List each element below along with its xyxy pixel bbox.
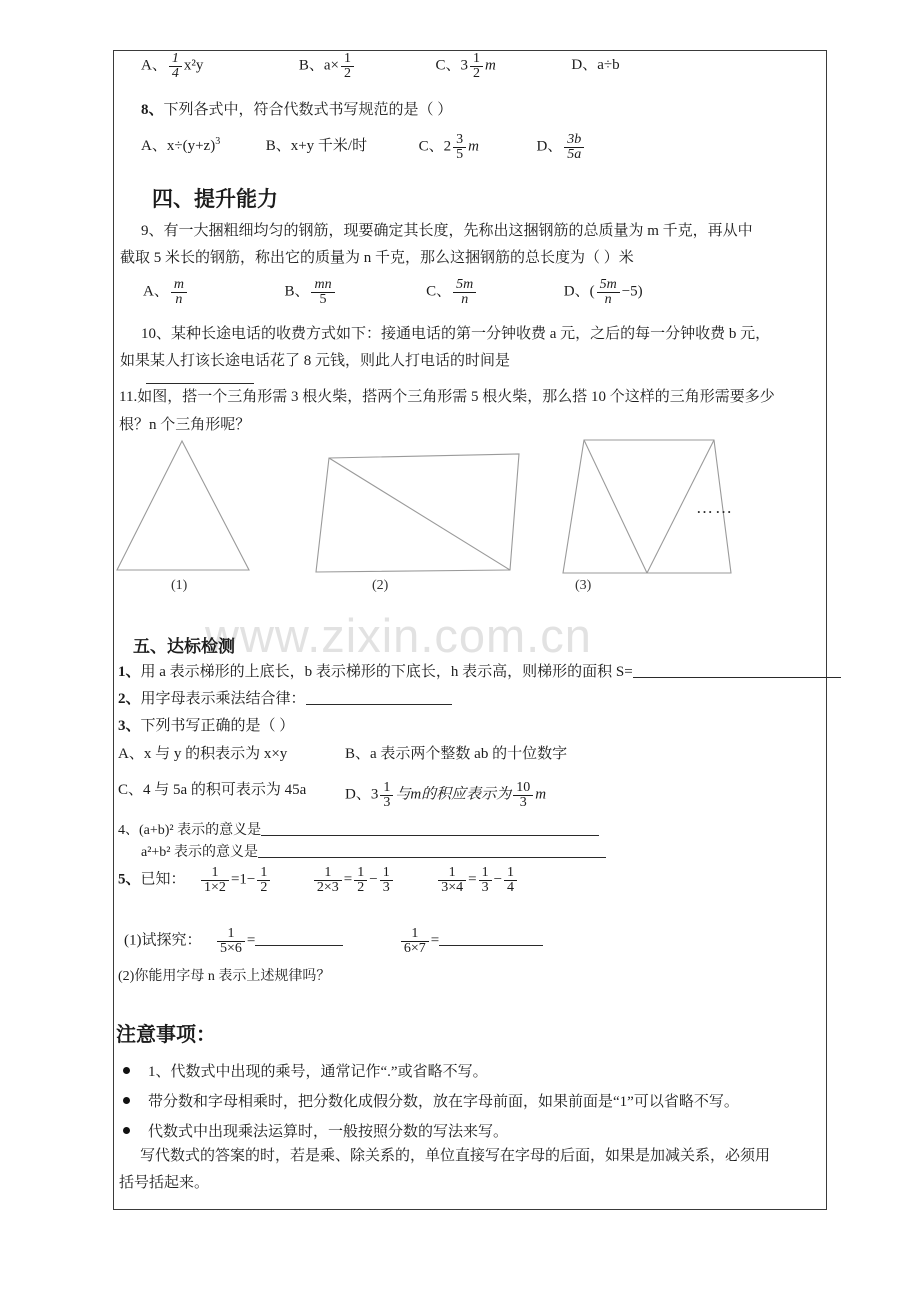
figure-3-inner-line-1 — [584, 440, 647, 573]
figures-svg — [113, 430, 827, 620]
q9-line-1: 9、有一大捆粗细均匀的钢筋，现要确定其长度，先称出这捆钢筋的总质量为 m 千克，再从中 — [141, 223, 753, 239]
section5-q1: 1、用 a 表示梯形的上底长，b 表示梯形的下底长，h 表示高，则梯形的面积 S= — [118, 663, 841, 682]
section5-q2: 2、用字母表示乘法结合律： — [118, 690, 452, 709]
q10-answer-blank — [146, 383, 254, 384]
s5-q2-blank[interactable] — [306, 690, 452, 705]
section5-q4-line1: 4、(a+b)² 表示的意义是 — [118, 822, 599, 840]
section5-q4-line2: a²+b² 表示的意义是 — [141, 844, 606, 862]
matchstick-figures — [113, 430, 827, 620]
q10-line-2: 如果某人打该长途电话花了 8 元钱，则此人打电话的时间是 — [120, 353, 511, 369]
q10-line-1: 10、某种长途电话的收费方式如下：接通电话的第一分钟收费 a 元，之后的每一分钟收费 b 元， — [141, 326, 771, 342]
figures-ellipsis: …… — [696, 498, 734, 517]
figure-2-label: (2) — [372, 578, 389, 593]
q7-option-d: D、a÷b — [571, 57, 620, 74]
notes-heading: 注意事项： — [116, 1024, 216, 1046]
section-4-heading: 四、提升能力 — [152, 188, 278, 211]
s5-q5-blank-1[interactable] — [255, 931, 343, 946]
q7-option-a: A、 $\frac{1}{4}$ x²y — [141, 51, 204, 82]
q9-option-d: D、( $\frac{5m}{n}$ −5) — [563, 277, 643, 308]
q9-option-b: B、 $\frac{mn}{5}$ — [284, 278, 336, 308]
figure-3-label: (3) — [575, 578, 592, 593]
notes-item-3: 代数式中出现乘法运算时，一般按照分数的写法来写。 — [123, 1120, 508, 1141]
figure-2-diagonal — [329, 458, 510, 570]
figure-1-label: (1) — [171, 578, 188, 593]
section5-q5-sub2: (2)你能用字母 n 表示上述规律吗？ — [118, 969, 331, 984]
q7-option-c: C、3 $\frac{1}{2}$ m — [435, 51, 496, 82]
q8-option-a: A、$x\div(y+z)^3$ — [141, 136, 221, 155]
section5-q5-row: 5、已知： $\frac{1}{1\times 2}$ =1− $\frac{1}{2}$ $\frac{1}{2\times 3}$ = $\frac{1}{2}$ − $\frac{1}{3}$ $\frac{1}{3\times 4}$ = $\frac{1}{3}$ − $\frac{1}{4}$ — [118, 866, 519, 896]
q11-line-2: 根？n 个三角形呢？ — [119, 417, 251, 433]
q8-stem: 8、下列各式中，符合代数式书写规范的是（ ） — [141, 102, 453, 118]
q8-option-c: C、2 $\frac{3}{5}$ m — [418, 132, 479, 163]
s5-q5-blank-2[interactable] — [439, 931, 543, 946]
section5-q3-opt-d: D、3 $\frac{1}{3}$ 与m的积应表示为 $\frac{10}{3}$ m — [345, 780, 547, 811]
notes-item-2: 带分数和字母相乘时，把分数化成假分数，放在字母前面，如果前面是“1”可以省略不写。 — [123, 1090, 739, 1111]
bullet-icon — [123, 1127, 130, 1134]
watermark: www.zixin.com.cn — [205, 609, 592, 662]
bullet-icon — [123, 1097, 130, 1104]
q11-line-1: 11.如图，搭一个三角形需 3 根火柴，搭两个三角形需 5 根火柴，那么搭 10 个这样的三角形需要多少 — [119, 389, 775, 405]
section5-q5-sub1: (1)试探究： $\frac{1}{5\times 6}$ = $\frac{1}{6\times 7}$ = — [124, 927, 543, 957]
q8-options-row — [141, 133, 586, 163]
notes-item-1: 1、代数式中出现的乘号，通常记作“.”或省略不写。 — [123, 1060, 488, 1081]
s5-q5-eq-2: $\frac{1}{2\times 3}$ = $\frac{1}{2}$ − $\frac{1}{3}$ — [312, 866, 395, 896]
q9-option-c: C、 $\frac{5m}{n}$ — [426, 278, 478, 308]
q8-option-b: B、x+y 千米/时 — [265, 138, 368, 155]
s5-q4-blank-2[interactable] — [258, 844, 606, 858]
section5-q3-opt-c: C、4 与 5a 的积可表示为 45a — [118, 782, 307, 798]
section-5-heading: 五、达标检测 — [133, 637, 235, 656]
q9-line-2: 截取 5 米长的钢筋，称出它的质量为 n 千克，那么这捆钢筋的总长度为（ ）米 — [120, 250, 634, 266]
notes-tail-line-2: 括号括起来。 — [119, 1175, 210, 1191]
s5-q4-blank-1[interactable] — [261, 822, 599, 836]
section5-q3-opt-b: B、a 表示两个整数 ab 的十位数字 — [345, 746, 568, 762]
figure-1-triangle — [117, 441, 249, 570]
bullet-icon — [123, 1067, 130, 1074]
q8-option-d: D、 $\frac{3b}{5a}$ — [536, 133, 586, 163]
s5-q5-eq-3: $\frac{1}{3\times 4}$ = $\frac{1}{3}$ − $\frac{1}{4}$ — [436, 866, 519, 896]
q7-option-b: B、a× $\frac{1}{2}$ — [299, 52, 356, 82]
q9-option-a: A、 $\frac{m}{n}$ — [143, 278, 189, 308]
notes-tail-line-1: 写代数式的答案的时，若是乘、除关系的，单位直接写在字母的后面，如果是加减关系，必须用 — [140, 1148, 771, 1164]
s5-q1-blank[interactable] — [633, 663, 841, 678]
q7-options-row — [141, 52, 620, 82]
section5-q3-stem: 3、下列书写正确的是（ ） — [118, 718, 295, 734]
q9-options-row — [143, 278, 643, 308]
s5-q5-eq-1: $\frac{1}{1\times 2}$ =1− $\frac{1}{2}$ — [199, 866, 272, 896]
section5-q3-opt-a: A、x 与 y 的积表示为 x×y — [118, 746, 288, 762]
